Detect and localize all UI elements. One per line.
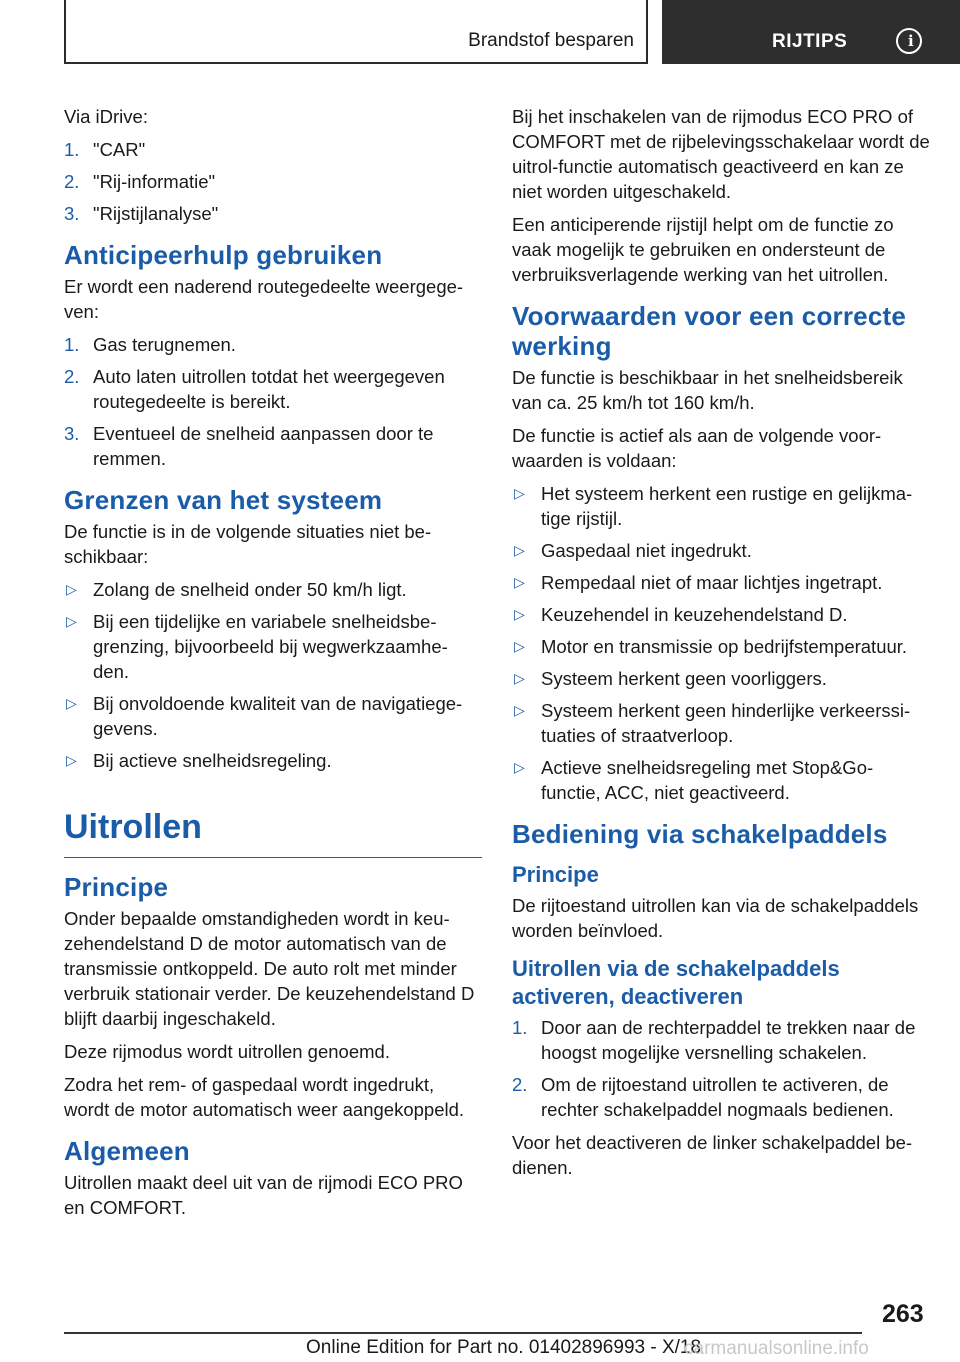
triangle-bullet-icon: ▷ <box>514 670 525 686</box>
idrive-steps-list <box>64 137 482 226</box>
list-item: ▷ Systeem herkent geen voorliggers. <box>514 668 827 689</box>
triangle-bullet-icon: ▷ <box>66 695 77 711</box>
header-section-title: Brandstof besparen <box>468 30 634 51</box>
voorwaarden-paragraph-2: De functie is actief als aan de volgende voor-waarden is voldaan: <box>512 425 882 471</box>
list-item: 1. Gas terugnemen. <box>64 334 236 355</box>
triangle-bullet-icon: ▷ <box>514 606 525 622</box>
principe-paddels-text: De rijtoestand uitrollen kan via de schakelpaddels worden beïnvloed. <box>512 895 919 941</box>
heading-grenzen: Grenzen van het systeem <box>64 485 383 515</box>
anticiperend-paragraph: Een anticiperende rijstijl helpt om de functie zo vaak mogelijk te gebruiken en ondersteunt de verbruiksverlagende werking van het uitrollen. <box>512 214 894 285</box>
triangle-bullet-icon: ▷ <box>514 574 525 590</box>
header-chapter-box <box>662 0 960 64</box>
section-title-uitrollen: Uitrollen <box>64 807 482 858</box>
heading-algemeen: Algemeen <box>64 1136 190 1166</box>
triangle-bullet-icon: ▷ <box>514 542 525 558</box>
list-item: 3. Eventueel de snelheid aanpassen door te remmen. <box>64 423 434 469</box>
triangle-bullet-icon: ▷ <box>66 752 77 768</box>
triangle-bullet-icon: ▷ <box>514 702 525 718</box>
anticip-text: Er wordt een naderend routegedeelte weergege-ven: <box>64 276 464 322</box>
list-item: 2. "Rij-informatie" <box>64 171 216 192</box>
left-column <box>64 104 482 1228</box>
principe-paragraph-2: Deze rijmodus wordt uitrollen genoemd. <box>64 1041 390 1062</box>
heading-anticipeerhulp: Anticipeerhulp gebruiken <box>64 240 383 270</box>
heading-principe-paddels: Principe <box>512 862 599 887</box>
principe-paragraph-1: Onder bepaalde omstandigheden wordt in keu-zehendelstand D de motor automatisch van de transmissie ontkoppeld. De auto rolt met minder verbruik stationair verder. De keuzehendelstand D blijft daarbij ingeschakeld. <box>64 908 475 1029</box>
idrive-intro: Via iDrive: <box>64 106 148 127</box>
grenzen-text: De functie is in de volgende situaties niet be-schikbaar: <box>64 521 432 567</box>
eco-pro-paragraph: Bij het inschakelen van de rijmodus ECO PRO of COMFORT met de rijbelevingsschakelaar wordt de uitrol-functie automatisch geactiveerd en kan ze niet worden uitgeschakeld. <box>512 106 930 202</box>
triangle-bullet-icon: ▷ <box>66 581 77 597</box>
footer-divider <box>64 1332 862 1334</box>
grenzen-list <box>64 577 482 773</box>
list-item: 1. "CAR" <box>64 139 146 160</box>
list-item: ▷ Gaspedaal niet ingedrukt. <box>514 540 752 561</box>
watermark: carmanualsonline.info <box>684 1338 869 1359</box>
list-item: ▷ Rempedaal niet of maar lichtjes ingetrapt. <box>514 572 883 593</box>
list-item: 2. Om de rijtoestand uitrollen te activeren, de rechter schakelpaddel nogmaals bedienen. <box>512 1074 894 1120</box>
voorwaarden-list <box>512 481 932 805</box>
heading-bediening: Bediening via schakelpaddels <box>512 819 888 849</box>
list-item: 2. Auto laten uitrollen totdat het weergegeven routegedeelte is bereikt. <box>64 366 445 412</box>
heading-principe: Principe <box>64 872 169 902</box>
header-chapter-title: RIJTIPS <box>772 31 848 52</box>
right-column <box>512 104 932 1188</box>
heading-voorwaarden: Voorwaarden voor een correcte werking <box>512 301 907 361</box>
principe-paragraph-3: Zodra het rem- of gaspedaal wordt ingedrukt, wordt de motor automatisch weer aangekoppeld. <box>64 1074 465 1120</box>
footer-edition: Online Edition for Part no. 01402896993 - X/18 <box>306 1337 702 1358</box>
activeren-steps-list <box>512 1015 932 1122</box>
list-item: ▷ Actieve snelheidsregeling met Stop&Go-functie, ACC, niet geactiveerd. <box>514 757 874 803</box>
page-number: 263 <box>882 1300 924 1328</box>
list-item: ▷ Keuzehendel in keuzehendelstand D. <box>514 604 848 625</box>
list-item: ▷ Bij actieve snelheidsregeling. <box>66 750 332 771</box>
list-item: ▷ Het systeem herkent een rustige en gelijkma-tige rijstijl. <box>514 483 913 529</box>
list-item: ▷ Motor en transmissie op bedrijfstemperatuur. <box>514 636 908 657</box>
triangle-bullet-icon: ▷ <box>514 759 525 775</box>
triangle-bullet-icon: ▷ <box>514 638 525 654</box>
list-item: 3. "Rijstijlanalyse" <box>64 203 219 224</box>
list-item: ▷ Systeem herkent geen hinderlijke verkeerssi-tuaties of straatverloop. <box>514 700 911 746</box>
header-section-box <box>64 0 648 64</box>
algemeen-text: Uitrollen maakt deel uit van de rijmodi ECO PRO en COMFORT. <box>64 1172 463 1218</box>
deactiveren-text: Voor het deactiveren de linker schakelpaddel be-dienen. <box>512 1132 913 1178</box>
list-item: ▷ Bij een tijdelijke en variabele snelheidsbe-grenzing, bijvoorbeeld bij wegwerkzaamhe-den. <box>66 611 448 682</box>
anticip-steps-list <box>64 332 482 471</box>
triangle-bullet-icon: ▷ <box>66 613 77 629</box>
info-circle-icon: i <box>896 28 922 54</box>
list-item: 1. Door aan de rechterpaddel te trekken naar de hoogst mogelijke versnelling schakelen. <box>512 1017 916 1063</box>
triangle-bullet-icon: ▷ <box>514 485 525 501</box>
list-item: ▷ Zolang de snelheid onder 50 km/h ligt. <box>66 579 407 600</box>
voorwaarden-paragraph-1: De functie is beschikbaar in het snelheidsbereik van ca. 25 km/h tot 160 km/h. <box>512 367 903 413</box>
heading-activeren: Uitrollen via de schakelpaddels activeren, deactiveren <box>512 956 840 1009</box>
list-item: ▷ Bij onvoldoende kwaliteit van de navigatiege-gevens. <box>66 693 463 739</box>
